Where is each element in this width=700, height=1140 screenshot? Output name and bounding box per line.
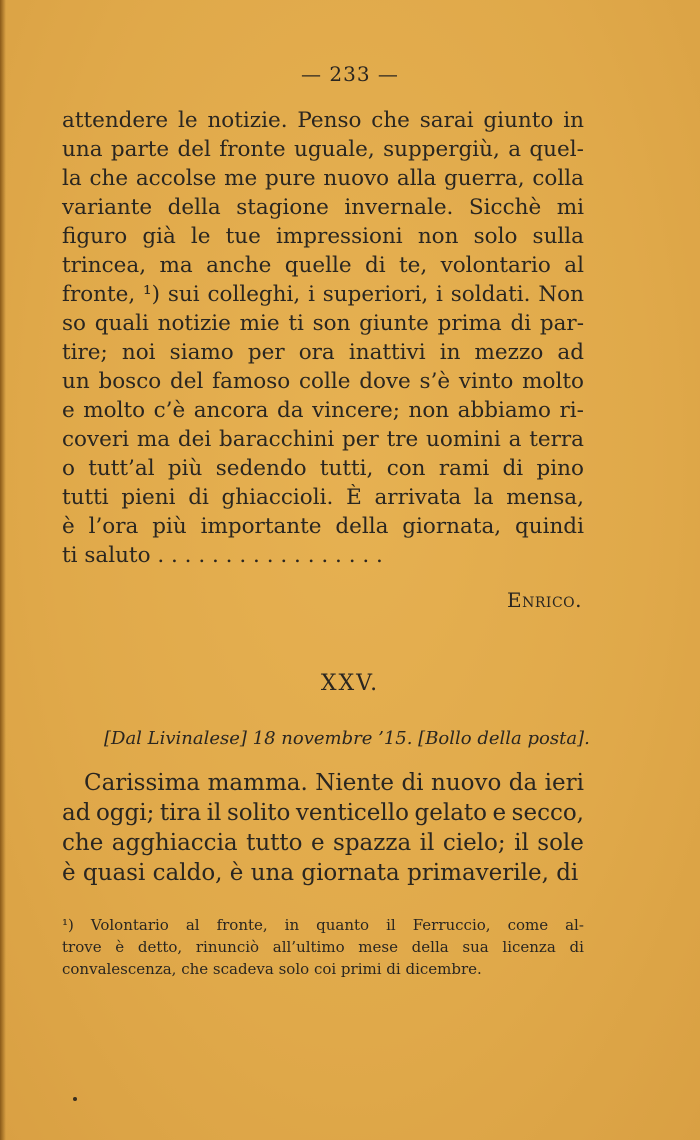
footnote [62,914,584,980]
text-line: trincea, ma anche quelle di te, volontario al [62,253,584,278]
page-edge-shadow [0,0,6,1140]
footnote-line: trove è detto, rinunciò all’ultimo mese della sua licenza di [62,938,584,956]
text-line: una parte del fronte uguale, suppergiù, a quel- [62,137,584,162]
text-line: attendere le notizie. Penso che sarai giunto in [62,108,584,133]
paragraph-letter-end [62,106,584,570]
text-line: tire; noi siamo per ora inattivi in mezzo ad [62,340,584,365]
text-line: è l’ora più importante della giornata, quindi [62,514,584,539]
page-number: — 233 — [301,62,399,86]
text-line: che agghiaccia tutto e spazza il cielo; il sole [62,830,584,856]
text-line: variante della stagione invernale. Sicchè mi [62,195,584,220]
ink-speck [73,1097,77,1101]
text-line: è quasi caldo, è una giornata primaverile, di [62,860,579,886]
text-line: ad oggi; tira il solito venticello gelato e secco, [62,800,584,826]
text-line: o tutt’al più sedendo tutti, con rami di pino [62,456,584,481]
section-number: XXV. [320,671,380,696]
text-line: e molto c’è ancora da vincere; non abbiamo ri- [62,398,584,423]
letter-heading: [Dal Livinalese] 18 novembre ’15. [Bollo della posta]. [104,728,590,749]
text-line: un bosco del famoso colle dove s’è vinto molto [62,369,584,394]
footnote-line: ¹) Volontario al fronte, in quanto il Ferruccio, come al- [62,916,584,934]
text-line: figuro già le tue impressioni non solo sulla [62,224,584,249]
signature: Enrico. [507,588,582,612]
footnote-line: convalescenza, che scadeva solo coi primi di dicembre. [62,960,482,978]
text-line: la che accolse me pure nuovo alla guerra, colla [62,166,584,191]
text-line: Carissima mamma. Niente di nuovo da ieri [84,770,584,796]
text-line: fronte, ¹) sui colleghi, i superiori, i soldati. Non [62,282,584,307]
text-line: tutti pieni di ghiaccioli. È arrivata la mensa, [62,485,584,510]
text-line: coveri ma dei baracchini per tre uomini a terra [62,427,584,452]
text-line: ti saluto . . . . . . . . . . . . . . . . . [62,543,383,568]
paragraph-letter-start [62,768,584,888]
text-line: so quali notizie mie ti son giunte prima di par- [62,311,584,336]
